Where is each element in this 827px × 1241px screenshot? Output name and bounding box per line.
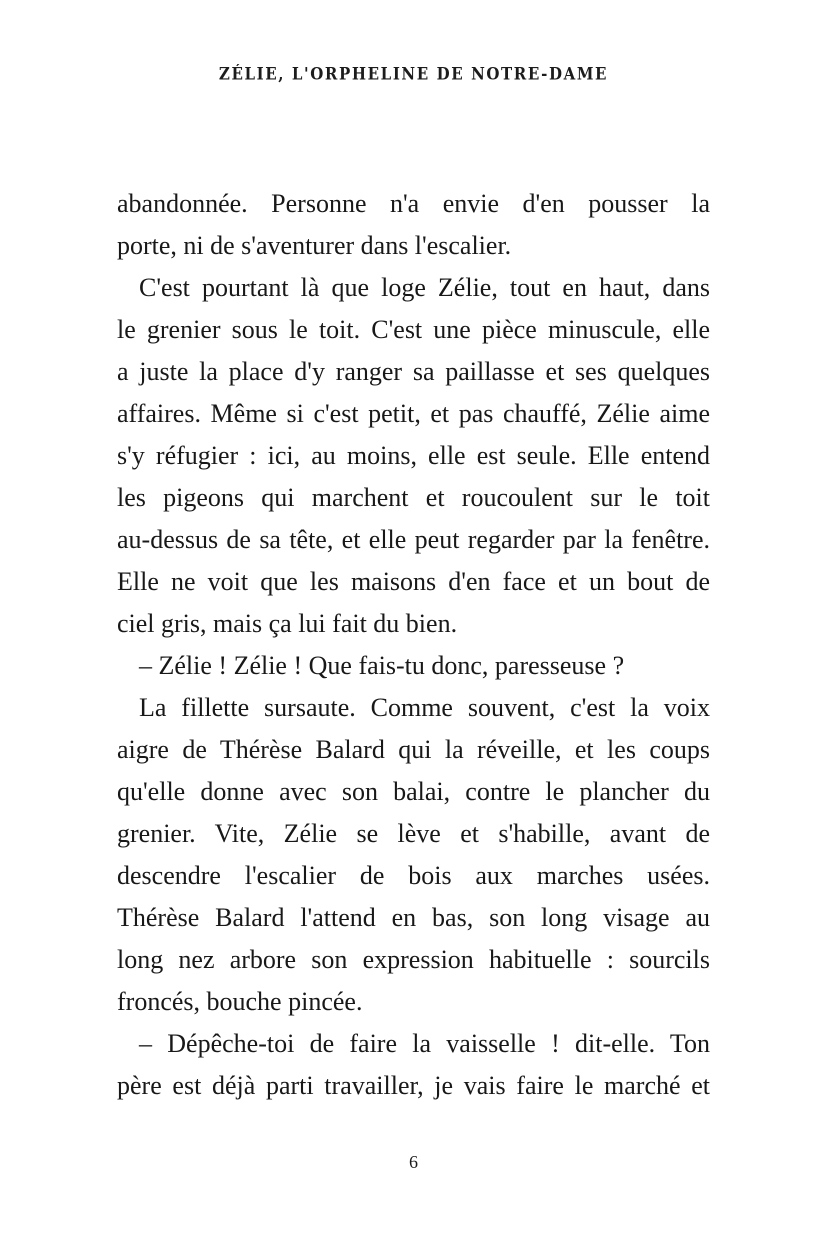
page-number: 6 (409, 1152, 418, 1172)
text-line: abandonnée. Personne n'a envie d'en pousser la (117, 189, 710, 218)
text-line: le grenier sous le toit. C'est une pièce minuscule, elle (117, 315, 710, 344)
text-line: s'y réfugier : ici, au moins, elle est seule. Elle entend (117, 441, 710, 470)
text-line: – Dépêche-toi de faire la vaisselle ! dit-elle. Ton (139, 1029, 710, 1058)
text-line: affaires. Même si c'est petit, et pas chauffé, Zélie aime (117, 399, 710, 428)
text-line: La fillette sursaute. Comme souvent, c'est la voix (139, 693, 710, 722)
body-text (117, 183, 710, 1107)
text-line: a juste la place d'y ranger sa paillasse et ses quelques (117, 357, 710, 386)
text-line: ciel gris, mais ça lui fait du bien. (117, 609, 458, 638)
text-line: Thérèse Balard l'attend en bas, son long visage au (117, 903, 710, 932)
text-line: – Zélie ! Zélie ! Que fais-tu donc, paresseuse ? (139, 651, 625, 680)
text-line: long nez arbore son expression habituelle : sourcils (117, 945, 710, 974)
text-line: père est déjà parti travailler, je vais faire le marché et (117, 1071, 710, 1100)
text-line: grenier. Vite, Zélie se lève et s'habille, avant de (117, 819, 710, 848)
text-line: froncés, bouche pincée. (117, 987, 363, 1016)
text-line: C'est pourtant là que loge Zélie, tout en haut, dans (139, 273, 710, 302)
text-line: qu'elle donne avec son balai, contre le plancher du (117, 777, 710, 806)
text-line: au-dessus de sa tête, et elle peut regarder par la fenêtre. (117, 525, 710, 554)
text-line: aigre de Thérèse Balard qui la réveille, et les coups (117, 735, 710, 764)
text-line: Elle ne voit que les maisons d'en face et un bout de (117, 567, 710, 596)
text-line: descendre l'escalier de bois aux marches usées. (117, 861, 710, 890)
running-header: ZÉLIE, L'ORPHELINE DE NOTRE-DAME (218, 64, 609, 85)
text-line: les pigeons qui marchent et roucoulent sur le toit (117, 483, 710, 512)
text-line: porte, ni de s'aventurer dans l'escalier. (117, 231, 512, 260)
